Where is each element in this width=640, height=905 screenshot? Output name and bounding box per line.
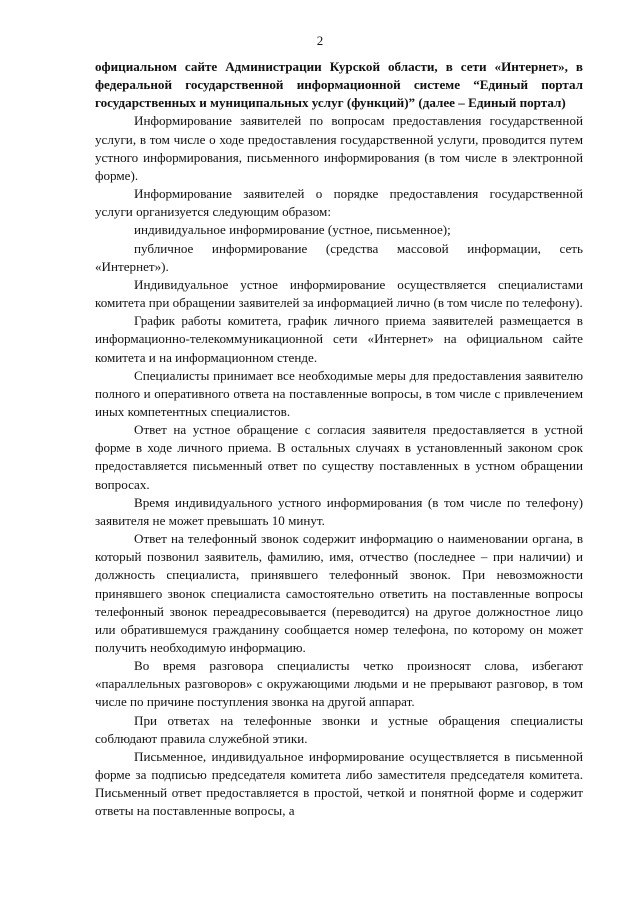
paragraph: индивидуальное информирование (устное, письменное);	[134, 222, 451, 238]
paragraph: Информирование заявителей о порядке предоставления государственной услуги организуется следующим образом:	[95, 186, 583, 220]
paragraph: Индивидуальное устное информирование осуществляется специалистами комитета при обращении заявителей за информацией лично (в том числе по телефону).	[95, 276, 583, 311]
intro-paragraph: официальном сайте Администрации Курской области, в сети «Интернет», в федеральной государственной информационной системе “Единый портал государственных и муниципальных услуг (функций)” (далее – Единый портал)	[95, 59, 583, 111]
paragraph: Время индивидуального устного информирования (в том числе по телефону) заявителя не может превышать 10 минут.	[95, 494, 583, 528]
paragraph: Информирование заявителей по вопросам предоставления государственной услуги, в том числе о ходе предоставления государственной услуги, проводится путем устного информирования, письменного информирования (в том числе в электронной форме).	[95, 113, 583, 183]
page-number: 2	[316, 33, 324, 48]
paragraph: Во время разговора специалисты четко произносят слова, избегают «параллельных разговоров» с окружающими людьми и не прерывают разговор, в том числе по причине поступления звонка на другой аппарат.	[95, 658, 583, 710]
paragraph: График работы комитета, график личного приема заявителей размещается в информационно-телекоммуникационной сети «Интернет» на официальном сайте комитета и на информационном стенде.	[95, 313, 583, 365]
paragraph: Письменное, индивидуальное информирование осуществляется в письменной форме за подписью председателя комитета либо заместителя председателя комитета. Письменный ответ предоставляется в простой, четкой и понятной форме и содержит ответы на поставленные вопросы, а	[95, 748, 583, 819]
paragraph: публичное информирование (средства массовой информации, сеть «Интернет»).	[95, 240, 583, 274]
paragraph: Ответ на устное обращение с согласия заявителя предоставляется в устной форме в ходе личного приема. В остальных случаях в установленный законом срок предоставляется письменный ответ по существу поставленных в устном обращении вопросах.	[95, 422, 583, 492]
document-body	[95, 58, 583, 821]
paragraph: При ответах на телефонные звонки и устные обращения специалисты соблюдают правила служебной этики.	[95, 712, 583, 746]
paragraph: Специалисты принимает все необходимые меры для предоставления заявителю полного и оперативного ответа на поставленные вопросы, в том числе с привлечением иных компетентных специалистов.	[95, 367, 583, 419]
paragraph: Ответ на телефонный звонок содержит информацию о наименовании органа, в который позвонил заявитель, фамилию, имя, отчество (последнее – при наличии) и должность специалиста, принявшего телефонный звонок. При невозможности принявшего звонок специалиста самостоятельно ответить на поставленные вопросы телефонный звонок переадресовывается (переводится) на другое должностное лицо или обратившемуся гражданину сообщается номер телефона, по которому он может получить необходимую информацию.	[95, 531, 583, 655]
